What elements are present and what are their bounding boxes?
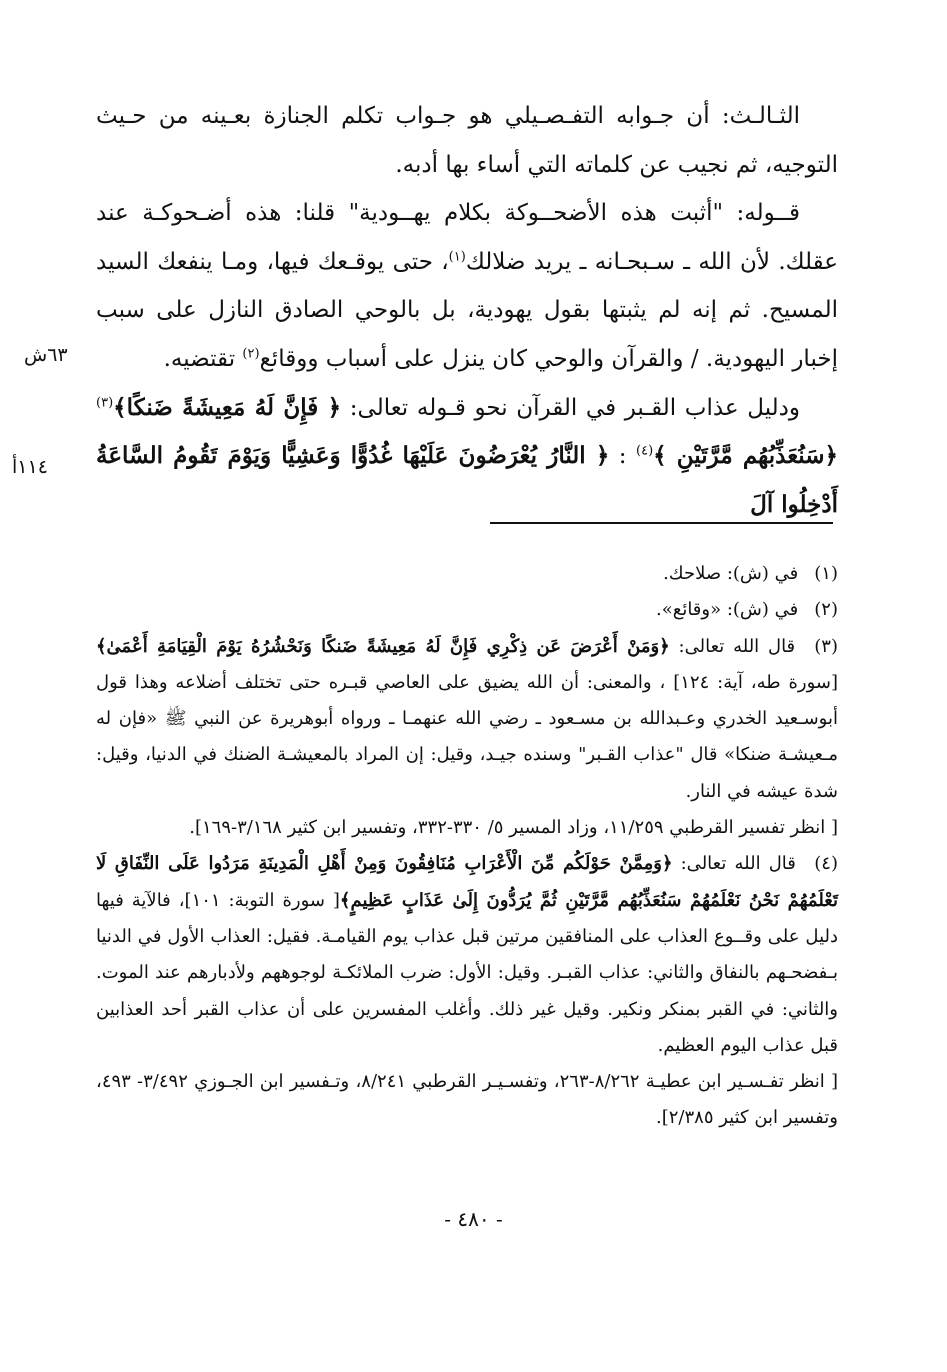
footnote-3 [96,629,838,847]
margin-note-manuscript-ش: ٦٣ش [24,344,68,366]
footnote-3-reference: [ انظر تفسير القرطبي ١١/٢٥٩، وزاد المسير ٥/ ٣٣٠-٣٣٢، وتفسير ابن كثير ٣/١٦٨-١٦٩]. [189,817,838,839]
paragraph-3 [96,384,838,530]
footnote-ref-1[interactable]: (١) [448,249,466,265]
footnote-2 [96,592,838,628]
page-number: - ٤٨٠ - [444,1207,503,1231]
footnotes [96,556,838,1137]
footnote-1 [96,556,838,592]
quran-verse-3: ﴿ النَّارُ يُعْرَضُونَ عَلَيْهَا غُدُوًّا وَعَشِيًّا وَيَوْمَ تَقُومُ السَّاعَةُ أَدْخِلُوا آلَ [96,442,838,518]
footnote-ref-2[interactable]: (٢) [242,346,260,362]
footnote-3-number: (٣) [814,635,838,657]
footnote-3-quran-verse: ﴿وَمَنْ أَعْرَضَ عَن ذِكْرِي فَإِنَّ لَهُ مَعِيشَةً ضَنكًا وَنَحْشُرُهُ يَوْمَ الْقِيَامَةِ أَعْمَىٰ﴾ [96,635,670,657]
paragraph-3-text-b: : [609,443,637,470]
footnote-separator [490,522,833,524]
footnote-1-text: في (ش): صلاحك. [663,563,799,584]
paragraph-3-text-a: ودليل عذاب القـبر في القرآن نحو قـوله تعالى: [341,394,800,421]
footnote-4-reference: [ انظر تفـسـير ابن عطيـة ٨/٢٦٢-٢٦٣، وتفسـيـر القرطبي ٨/٢٤١، وتـفسير ابن الجـوزي ٣/٤٩٢- ٤٩٣، وتفسير ابن كثير ٢/٣٨٥]. [96,1071,838,1129]
footnote-2-number: (٢) [814,599,838,621]
footnote-3-text-a: قال الله تعالى: [669,635,796,657]
paragraph-2-text-c: تقتضيه. [163,345,243,372]
footnote-ref-3[interactable]: (٣) [96,394,114,410]
footnote-2-text: في (ش): «وقائع». [656,599,799,621]
quran-verse-1: ﴿ فَإِنَّ لَهُ مَعِيشَةً ضَنكًا﴾ [113,393,342,421]
footnote-1-number: (١) [814,563,838,584]
footnote-3-text-b: [سورة طه، آية: ١٢٤] ، والمعنى: أن الله يضيق على العاصي قبـره حتى تختلف أضلاعه وهذا قول أبوسـعيد الخدري وعـبدالله بن مسـعود ـ رضي الله عنهمـا ـ ورواه أبوهريرة عن النبي ﷺ «فإن له مـعيشـة ضنكا» قال "عذاب القـبر" وسنده جيـد، وقيل: إن المراد بالمعيشـة الضنك في الدنيا، وقيل: شدة عيشه في النار. [96,671,839,802]
paragraph-2-text-b: ، حتى يوقـعك فيها، ومـا ينفعك السيد المسيح. ثم إنه لم يثبتها بقول يهودية، بل بالوحي الصادق النازل على سبب إخبار اليهودية. / والقرآن والوحي كان ينزل على أسباب ووقائع [96,248,838,372]
quran-verse-2: ﴿سَنُعَذِّبُهُم مَّرَّتَيْنِ ﴾ [653,442,838,470]
margin-note-manuscript-أ: ١١٤أ [12,456,48,478]
footnote-ref-4[interactable]: (٤) [636,443,654,459]
paragraph-2-text-a: قــوله: "أثبت هذه الأضحــوكة بكلام يهــودية" قلنا: هذه أضـحوكـة عند عقلك. لأن الله ـ سـبحـانه ـ يريد ضلالك [96,200,838,275]
footnote-4-quran-verse: ﴿وَمِمَّنْ حَوْلَكُم مِّنَ الْأَعْرَابِ مُنَافِقُونَ وَمِنْ أَهْلِ الْمَدِينَةِ مَرَدُوا عَلَى النِّفَاقِ لَا تَعْلَمُهُمْ نَحْنُ نَعْلَمُهُمْ سَنُعَذِّبُهُم مَّرَّتَيْنِ ثُمَّ يُرَدُّونَ إِلَىٰ عَذَابٍ عَظِيمٍ﴾ [96,853,838,911]
paragraph-1 [96,92,838,189]
footnote-4-text-a: قال الله تعالى: [672,853,796,875]
footnote-4 [96,846,838,1136]
main-text [96,92,838,529]
paragraph-1-text: الثـالـث: أن جـوابه التفـصـيلي هو جـواب تكلم الجنازة بعـينه من حـيث التوجيه، ثم نجيب عن كلماته التي أساء بها أدبه. [96,103,838,178]
paragraph-2 [96,189,838,383]
footnote-4-text-b: [ سورة التوبة: ١٠١]، فالآية فيها دليل على وقــوع العذاب على المنافقين مرتين قبل عذاب يوم القيامـة. فقيل: العذاب الأول في الدنيا بـفضحـهم بالنفاق والثاني: عذاب القبـر. وقيل: الأول: ضرب الملائكـة لوجوههم ولأدبارهم عند الموت. والثاني: في القبر بمنكر ونكير. وقيل غير ذلك. وأغلب المفسرين على أن عذاب القبر أحد العذابين قبل عذاب اليوم العظيم. [96,889,838,1056]
footnote-4-number: (٤) [814,853,838,875]
